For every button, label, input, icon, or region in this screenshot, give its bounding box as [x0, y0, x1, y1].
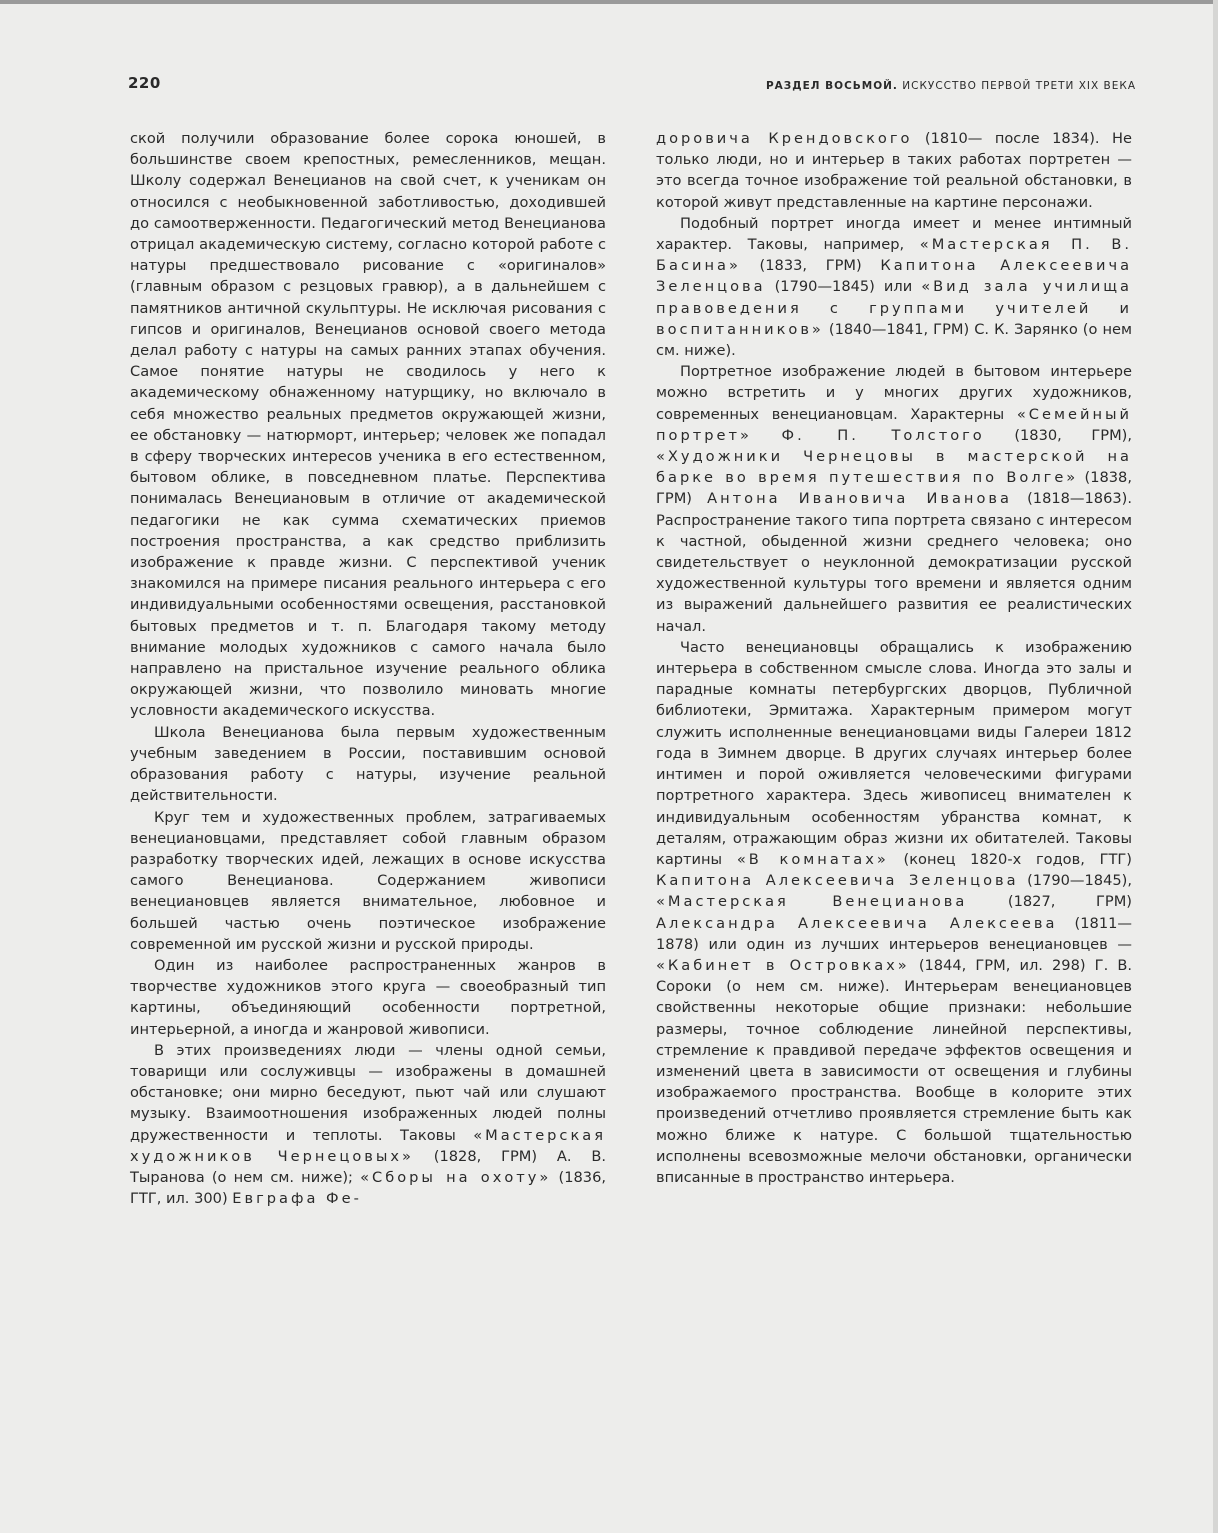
spaced-name-text: Ф. П. Толстого: [781, 426, 985, 444]
paragraph-text: Школа Венецианова была первым художественным учебным заведением в России, поставившим основой образования работу с натуры, изучение реальной действительности.: [130, 723, 606, 805]
paragraph: [130, 128, 606, 722]
paragraph-text: (1811—1878) или один из лучших интерьеров венециановцев —: [656, 914, 1132, 953]
paragraph: [130, 807, 606, 955]
spaced-name-text: «Сборы на охоту»: [360, 1168, 552, 1186]
spaced-name-text: «Мастерская художников Чернецовых»: [130, 1126, 606, 1165]
paragraph: [656, 128, 1132, 213]
spaced-name-text: «Мастерская П. В. Басина»: [656, 236, 1132, 275]
spaced-name-text: Капитона Алексеевича Зеленцова: [656, 257, 1133, 296]
spaced-name-text: «В комнатах»: [736, 850, 889, 868]
paragraph-text: (1838, ГРМ): [656, 469, 1132, 508]
paragraph-text: (1828, ГРМ) А. В. Тыранова (о нем см. ниже);: [130, 1147, 606, 1186]
paragraph-text: Круг тем и художественных проблем, затрагиваемых венециановцами, представляет собой главным образом разработку творческих идей, лежащих в основе искусства самого Венецианова. Содержанием живописи венециановцев является внимательное, любовное и большей частью очень поэтическое изображение современной им русской жизни и русской природы.: [130, 808, 606, 953]
spaced-name-text: «Семейный портрет»: [656, 405, 1132, 444]
top-border: [0, 0, 1218, 4]
running-header: [766, 80, 1136, 92]
spaced-name-text: доровича Крендовского: [656, 130, 913, 147]
right-page-edge: [1213, 0, 1218, 1533]
paragraph-text: Подобный портрет иногда имеет и менее интимный характер. Таковы, например,: [656, 214, 1132, 254]
paragraph-text: Один из наиболее распространенных жанров в творчестве художников этого круга — своеобразный тип картины, объединяющий особенности портретной, интерьерной, а иногда и жанровой живописи.: [130, 956, 606, 1038]
running-header-section: РАЗДЕЛ ВОСЬМОЙ.: [765, 80, 898, 92]
paragraph-text: (1830, ГРМ),: [984, 426, 1133, 444]
paragraph: [656, 213, 1132, 361]
paragraph: [130, 955, 606, 1040]
paragraph-text: (конец 1820-х годов, ГТГ): [888, 850, 1132, 868]
paragraph: [656, 361, 1132, 637]
paragraph-text: (1836, ГТГ, ил. 300): [130, 1168, 606, 1208]
paragraph: [130, 1040, 606, 1210]
paragraph-text: ской получили образование более сорока юношей, в большинстве своем крепостных, ремесленников, мещан. Школу содержал Венецианов на свой счет, к ученикам он относился с необыкновенной заботливостью, доходившей до самоотверженности. Педагогический метод Венецианова отрицал академическую систему, согласно которой работе с натуры предшествовало рисование с «оригиналов» (главным образом с резцовых гравюр), а в дальнейшем с памятников античной скульптуры. Не исключая рисования с гипсов и оригиналов, Венецианов основой своего метода делал работу с натуры на самых ранних этапах обучения. Самое понятие натуры не сводилось у него к академическому обнаженному натурщику, но включало в себя множество реальных предметов окружающей жизни, ее обстановку — натюрморт, интерьер; человек же попадал в сферу творческих интересов ученика в его естественном, бытовом облике, в повседневном платье. Перспектива понималась Венециановым в отличие от академической педагогики не как сумма схематических приемов построения пространства, а как средство приблизить изображение к правде жизни. С перспективой ученик знакомился на примере писания реального интерьера с его индивидуальными особенностями освещения, расстановкой бытовых предметов и т. п. Благодаря такому методу внимание молодых художников с самого начала было направлено на пристальное изучение реального облика окружающей жизни, что позволило миновать многие условности академического искусства.: [130, 130, 606, 720]
left-text-column: [130, 128, 606, 1209]
paragraph-text: (1833, ГРМ): [740, 257, 881, 275]
spaced-name-text: Евграфа Фе-: [232, 1190, 362, 1208]
running-header-title: ИСКУССТВО ПЕРВОЙ ТРЕТИ XIX ВЕКА: [897, 80, 1136, 92]
paragraph-text: (1840—1841, ГРМ) С. К. Зарянко (о нем см. ниже).: [656, 320, 1132, 360]
spaced-name-text: Капитона Алексеевича Зеленцова: [656, 872, 1019, 890]
spaced-name-text: Александра Алексеевича Алексеева: [656, 914, 1058, 932]
paragraph-text: (1790—1845) или: [765, 278, 922, 296]
paragraph-text: (1810— после 1834). Не только люди, но и интерьер в таких работах портретен — это всегда точное изображение той реальной обстановки, в которой живут представленные на картине персонажи.: [656, 130, 1132, 211]
paragraph-text: Портретное изображение людей в бытовом интерьере можно встретить и у многих других художников, современных венециановцам. Характерны: [656, 363, 1132, 423]
paragraph-text: (1827, ГРМ): [967, 893, 1132, 911]
right-text-column: [656, 128, 1132, 1188]
paragraph: [130, 722, 606, 807]
paragraph-text: В этих произведениях люди — члены одной семьи, товарищи или сослуживцы — изображены в домашней обстановке; они мирно беседуют, пьют чай или слушают музыку. Взаимоотношения изображенных людей полны дружественности и теплоты. Таковы: [130, 1041, 606, 1144]
paragraph-text: [752, 427, 782, 444]
spaced-name-text: «Кабинет в Островках»: [656, 956, 910, 974]
paragraph-text: (1818—1863). Распространение такого типа портрета связано с интересом к частной, обыденной жизни среднего человека; оно свидетельствует о неуклонной демократизации русской художественной культуры того времени и является одним из выражений дальнейшего развития ее реалистических начал.: [656, 490, 1132, 635]
spaced-name-text: «Мастерская Венецианова: [656, 893, 968, 911]
spaced-name-text: «Вид зала училища правоведения с группами учителей и воспитанников»: [656, 278, 1132, 338]
paragraph-text: Часто венециановцы обращались к изображению интерьера в собственном смысле слова. Иногда это залы и парадные комнаты петербургских дворцов, Публичной библиотеки, Эрмитажа. Характерным примером могут служить исполненные венециановцами виды Галереи 1812 года в Зимнем дворце. В других случаях интерьер более интимен и порой оживляется человеческими фигурами портретного характера. Здесь живописец внимателен к индивидуальным особенностям убранства комнат, к деталям, отражающим образ жизни их обитателей. Таковы картины: [656, 638, 1132, 868]
spaced-name-text: Антона Ивановича Иванова: [707, 490, 1012, 508]
paragraph-text: (1790—1845),: [1018, 872, 1132, 890]
paragraph-text: (1844, ГРМ, ил. 298) Г. В. Сороки (о нем см. ниже). Интерьерам венециановцев свойственны некоторые общие признаки: небольшие размеры, точное соблюдение линейной перспективы, стремление к правдивой передаче эффектов освещения и изменений цвета в зависимости от освещения и глубины изображаемого пространства. Вообще в колорите этих произведений отчетливо проявляется стремление быть как можно ближе к натуре. С большой тщательностью исполнены всевозможные мелочи обстановки, органически вписанные в пространство интерьера.: [656, 956, 1132, 1186]
spaced-name-text: «Художники Чернецовы в мастерской на барке во время путешествия по Волге»: [656, 448, 1132, 487]
page-number: 220: [128, 74, 161, 92]
paragraph: [656, 637, 1132, 1188]
